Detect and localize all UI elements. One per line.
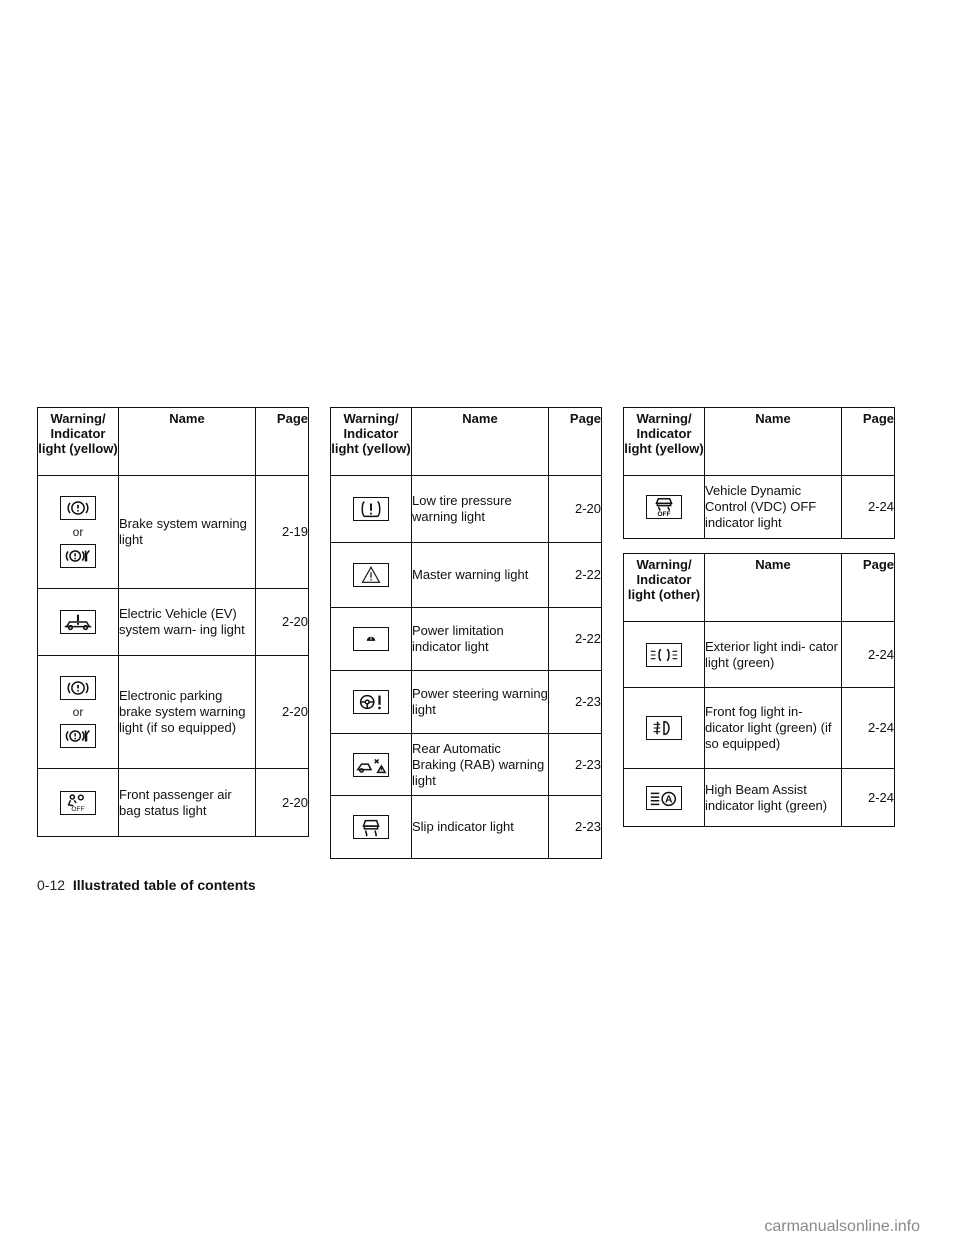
header-page: Page bbox=[549, 408, 602, 476]
or-label: or bbox=[72, 705, 84, 719]
warning-table-2 bbox=[330, 407, 602, 859]
table-row bbox=[624, 769, 895, 827]
slip-icon bbox=[353, 815, 389, 839]
high-beam-assist-icon bbox=[646, 786, 682, 810]
row-page: 2-20 bbox=[256, 589, 309, 656]
table-row bbox=[331, 476, 602, 543]
row-name: Exterior light indi- cator light (green) bbox=[705, 622, 842, 688]
row-page: 2-20 bbox=[256, 769, 309, 837]
svg-text:OFF: OFF bbox=[657, 511, 671, 518]
row-name: Master warning light bbox=[412, 543, 549, 608]
or-label: or bbox=[72, 525, 84, 539]
row-name: Front passenger air bag status light bbox=[119, 769, 256, 837]
row-page: 2-23 bbox=[549, 671, 602, 734]
table-row bbox=[624, 622, 895, 688]
exterior-light-icon bbox=[646, 643, 682, 667]
page-footer bbox=[37, 877, 256, 893]
row-page: 2-24 bbox=[842, 476, 895, 539]
table-row bbox=[38, 589, 309, 656]
row-name: Rear Automatic Braking (RAB) warning light bbox=[412, 734, 549, 796]
table-row bbox=[38, 656, 309, 769]
header-name: Name bbox=[119, 408, 256, 476]
row-name: Slip indicator light bbox=[412, 796, 549, 859]
row-name: Brake system warning light bbox=[119, 476, 256, 589]
row-page: 2-20 bbox=[256, 656, 309, 769]
fog-light-icon bbox=[646, 716, 682, 740]
row-page: 2-20 bbox=[549, 476, 602, 543]
header-light: Warning/ Indicator light (yellow) bbox=[331, 408, 412, 476]
header-page: Page bbox=[842, 408, 895, 476]
master-warning-icon bbox=[353, 563, 389, 587]
header-page: Page bbox=[256, 408, 309, 476]
table-row bbox=[624, 476, 895, 539]
section-title: Illustrated table of contents bbox=[72, 877, 256, 893]
row-page: 2-22 bbox=[549, 608, 602, 671]
row-page: 2-24 bbox=[842, 622, 895, 688]
header-name: Name bbox=[705, 408, 842, 476]
row-page: 2-22 bbox=[549, 543, 602, 608]
vdc-off-icon bbox=[646, 495, 682, 519]
svg-text:OFF: OFF bbox=[71, 805, 85, 813]
table-row bbox=[38, 476, 309, 589]
row-page: 2-24 bbox=[842, 769, 895, 827]
row-name: Low tire pressure warning light bbox=[412, 476, 549, 543]
airbag-off-icon bbox=[60, 791, 96, 815]
header-light: Warning/ Indicator light (yellow) bbox=[624, 408, 705, 476]
table-row bbox=[331, 671, 602, 734]
brake-wrench-icon bbox=[60, 544, 96, 568]
svg-text:A: A bbox=[664, 794, 673, 806]
page-number: 0-12 bbox=[37, 877, 66, 893]
row-name: Power steering warning light bbox=[412, 671, 549, 734]
table-row bbox=[331, 543, 602, 608]
table-row bbox=[38, 769, 309, 837]
row-name: Vehicle Dynamic Control (VDC) OFF indicator light bbox=[705, 476, 842, 539]
ev-car-icon bbox=[60, 610, 96, 634]
table-row bbox=[331, 608, 602, 671]
row-page: 2-23 bbox=[549, 796, 602, 859]
indicator-table-other bbox=[623, 553, 895, 827]
brake-circle-icon bbox=[60, 676, 96, 700]
rear-braking-icon bbox=[353, 753, 389, 777]
header-page: Page bbox=[842, 554, 895, 622]
row-name: Electric Vehicle (EV) system warn- ing light bbox=[119, 589, 256, 656]
table-row bbox=[624, 688, 895, 769]
row-page: 2-23 bbox=[549, 734, 602, 796]
header-light: Warning/ Indicator light (other) bbox=[624, 554, 705, 622]
watermark: carmanualsonline.info bbox=[764, 1218, 920, 1235]
brake-wrench-icon bbox=[60, 724, 96, 748]
header-light: Warning/ Indicator light (yellow) bbox=[38, 408, 119, 476]
row-page: 2-24 bbox=[842, 688, 895, 769]
header-name: Name bbox=[412, 408, 549, 476]
row-name: Power limitation indicator light bbox=[412, 608, 549, 671]
row-name: Front fog light in- dicator light (green) (if so equipped) bbox=[705, 688, 842, 769]
warning-table-1 bbox=[37, 407, 309, 837]
table-row bbox=[331, 796, 602, 859]
row-page: 2-19 bbox=[256, 476, 309, 589]
brake-circle-icon bbox=[60, 496, 96, 520]
row-name: Electronic parking brake system warning light (if so equipped) bbox=[119, 656, 256, 769]
row-name: High Beam Assist indicator light (green) bbox=[705, 769, 842, 827]
power-limit-icon bbox=[353, 627, 389, 651]
table-row bbox=[331, 734, 602, 796]
power-steering-icon bbox=[353, 690, 389, 714]
warning-table-3 bbox=[623, 407, 895, 539]
header-name: Name bbox=[705, 554, 842, 622]
tire-pressure-icon bbox=[353, 497, 389, 521]
